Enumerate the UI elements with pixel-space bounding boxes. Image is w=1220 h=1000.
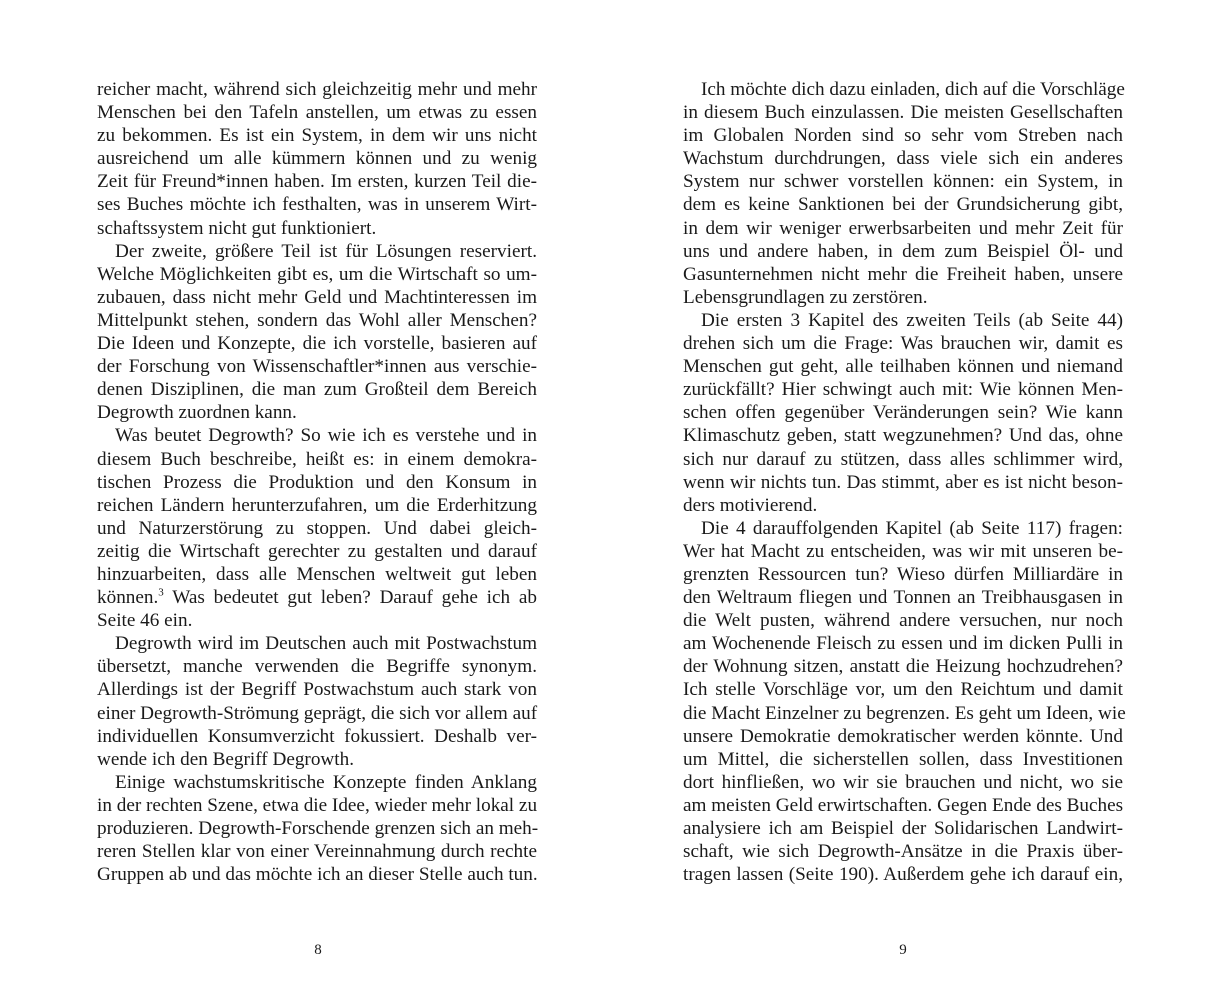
- text-line: individuellen Konsumverzicht fokussiert. Deshalb ver-: [97, 725, 537, 747]
- text-line: diesem Buch beschreibe, heißt es: in einem demokra-: [97, 448, 537, 470]
- text-line: Welche Möglichkeiten gibt es, um die Wirtschaft so um-: [97, 263, 537, 285]
- text-line: dem es keine Sanktionen bei der Grundsicherung gibt,: [683, 194, 1123, 216]
- text-line: zeitig die Wirtschaft gerechter zu gestalten und darauf: [97, 540, 537, 562]
- text-line: im Globalen Norden sind so sehr vom Streben nach: [683, 125, 1123, 147]
- text-line: der Wohnung sitzen, anstatt die Heizung hochzudrehen?: [683, 656, 1123, 678]
- text-line: zu bekommen. Es ist ein System, in dem wir uns nicht: [97, 125, 537, 147]
- text-line: analysiere ich am Beispiel der Solidarischen Landwirt-: [683, 818, 1123, 839]
- text-line: ausreichend um alle kümmern können und zu wenig: [97, 148, 537, 170]
- text-line: Der zweite, größere Teil ist für Lösungen reserviert.: [115, 240, 537, 262]
- text-line: Die ersten 3 Kapitel des zweiten Teils (ab Seite 44): [701, 309, 1123, 331]
- text-line: Wer hat Macht zu entscheiden, was wir mit unseren be-: [683, 540, 1123, 562]
- text-line: Gruppen ab und das möchte ich an dieser Stelle auch tun.: [97, 864, 538, 886]
- text-line: Degrowth wird im Deutschen auch mit Postwachstum: [115, 633, 537, 655]
- text-line: in diesem Buch einzulassen. Die meisten Gesellschaften: [683, 102, 1123, 124]
- text-line: Was beutet Degrowth? So wie ich es verstehe und in: [115, 425, 537, 447]
- text-line: Klimaschutz geben, statt wegzunehmen? Und das, ohne: [683, 425, 1123, 447]
- text-line: Wachstum durchdrungen, dass viele sich ein anderes: [683, 148, 1123, 170]
- text-line: Einige wachstumskritische Konzepte finden Anklang: [115, 771, 537, 793]
- text-line: ders motivierend.: [683, 494, 818, 516]
- text-line: produzieren. Degrowth-Forschende grenzen sich an meh-: [97, 818, 539, 839]
- text-line: Zeit für Freund*innen haben. Im ersten, kurzen Teil die-: [97, 171, 537, 193]
- text-line: Seite 46 ein.: [97, 610, 193, 632]
- text-line: am Wochenende Fleisch zu essen und im dicken Pulli in: [683, 633, 1123, 655]
- text-line: Menschen gut geht, alle teilhaben können und niemand: [683, 356, 1123, 378]
- text-line: reren Stellen klar von einer Vereinnahmung durch rechte: [97, 841, 537, 863]
- text-line: der Forschung von Wissenschaftler*innen aus verschie-: [97, 356, 537, 378]
- text-line: Menschen bei den Tafeln anstellen, um etwas zu essen: [97, 102, 537, 124]
- page-number-left: 8: [314, 942, 322, 958]
- text-line: am meisten Geld erwirtschaften. Gegen Ende des Buches: [683, 794, 1124, 816]
- text-line: Allerdings ist der Begriff Postwachstum auch stark von: [97, 679, 537, 701]
- text-line: einer Degrowth-Strömung geprägt, die sich vor allem auf: [97, 702, 538, 724]
- text-line: Die Ideen und Konzepte, die ich vorstelle, basieren auf: [97, 333, 537, 355]
- text-line: Ich stelle Vorschläge vor, um den Reichtum und damit: [683, 679, 1123, 701]
- text-line: reicher macht, während sich gleichzeitig mehr und mehr: [97, 79, 537, 100]
- text-line: die Macht Einzelner zu begrenzen. Es geht um Ideen, wie: [683, 702, 1126, 724]
- text-line: Degrowth zuordnen kann.: [97, 402, 297, 424]
- text-line: die Welt pusten, während andere versuchen, nur noch: [683, 610, 1123, 632]
- text-line-segment: Was bedeutet gut leben? Darauf gehe ich ab: [163, 587, 537, 609]
- footnote-marker[interactable]: 3: [158, 586, 164, 599]
- text-line: unsere Demokratie demokratischer werden könnte. Und: [683, 725, 1123, 747]
- text-line: zubauen, dass nicht mehr Geld und Machtinteressen im: [97, 286, 537, 308]
- text-line: und Naturzerstörung zu stoppen. Und dabei gleich-: [97, 517, 537, 539]
- text-line: in der rechten Szene, etwa die Idee, wieder mehr lokal zu: [97, 794, 538, 816]
- text-line: [97, 586, 537, 609]
- text-line: drehen sich um die Frage: Was brauchen wir, damit es: [683, 333, 1123, 355]
- text-line-segment: können.: [97, 587, 159, 609]
- text-line: schaft, wie sich Degrowth-Ansätze in die Praxis über-: [683, 841, 1123, 863]
- text-line: tischen Prozess die Produktion und den Konsum in: [97, 471, 537, 493]
- text-line: sich nur darauf zu stützen, dass alles schlimmer wird,: [683, 448, 1123, 470]
- text-line: zurückfällt? Hier schwingt auch mit: Wie können Men-: [683, 379, 1123, 401]
- text-line: Ich möchte dich dazu einladen, dich auf die Vorschläge: [701, 79, 1125, 100]
- text-line: wenn wir nichts tun. Das stimmt, aber es ist nicht beson-: [683, 471, 1123, 493]
- text-line: wende ich den Begriff Degrowth.: [97, 748, 354, 770]
- text-line: Gasunternehmen nicht mehr die Freiheit haben, unsere: [683, 263, 1123, 285]
- text-line: Lebensgrundlagen zu zerstören.: [683, 286, 928, 308]
- text-line: hinzuarbeiten, dass alle Menschen weltweit gut leben: [97, 563, 537, 585]
- text-line: uns und andere haben, in dem zum Beispiel Öl- und: [683, 240, 1123, 262]
- text-line: übersetzt, manche verwenden die Begriffe synonym.: [97, 656, 537, 678]
- text-line: schen offen gegenüber Veränderungen sein? Wie kann: [683, 402, 1123, 424]
- text-line: dort hinfließen, wo wir sie brauchen und nicht, wo sie: [683, 771, 1123, 793]
- text-line: Die 4 darauffolgenden Kapitel (ab Seite 117) fragen:: [701, 517, 1123, 539]
- text-line: Mittelpunkt stehen, sondern das Wohl aller Menschen?: [97, 309, 537, 331]
- text-line: ses Buches möchte ich festhalten, was in unserem Wirt-: [97, 194, 537, 216]
- text-line: tragen lassen (Seite 190). Außerdem gehe ich darauf ein,: [683, 864, 1123, 886]
- text-line: um Mittel, die sicherstellen sollen, dass Investitionen: [683, 748, 1123, 770]
- text-line: denen Disziplinen, die man zum Großteil dem Bereich: [97, 379, 537, 401]
- text-line: grenzten Ressourcen tun? Wieso dürfen Milliardäre in: [683, 563, 1123, 585]
- text-line: den Weltraum fliegen und Tonnen an Treibhausgasen in: [683, 587, 1123, 609]
- text-line: schaftssystem nicht gut funktioniert.: [97, 217, 377, 239]
- page-number-right: 9: [899, 942, 907, 958]
- left-page: [97, 78, 537, 886]
- text-line: reichen Ländern herunterzufahren, um die Erderhitzung: [97, 494, 537, 516]
- text-line: System nur schwer vorstellen können: ein System, in: [683, 171, 1123, 193]
- text-line: in dem wir weniger erwerbsarbeiten und mehr Zeit für: [683, 217, 1123, 239]
- right-page: [683, 78, 1126, 886]
